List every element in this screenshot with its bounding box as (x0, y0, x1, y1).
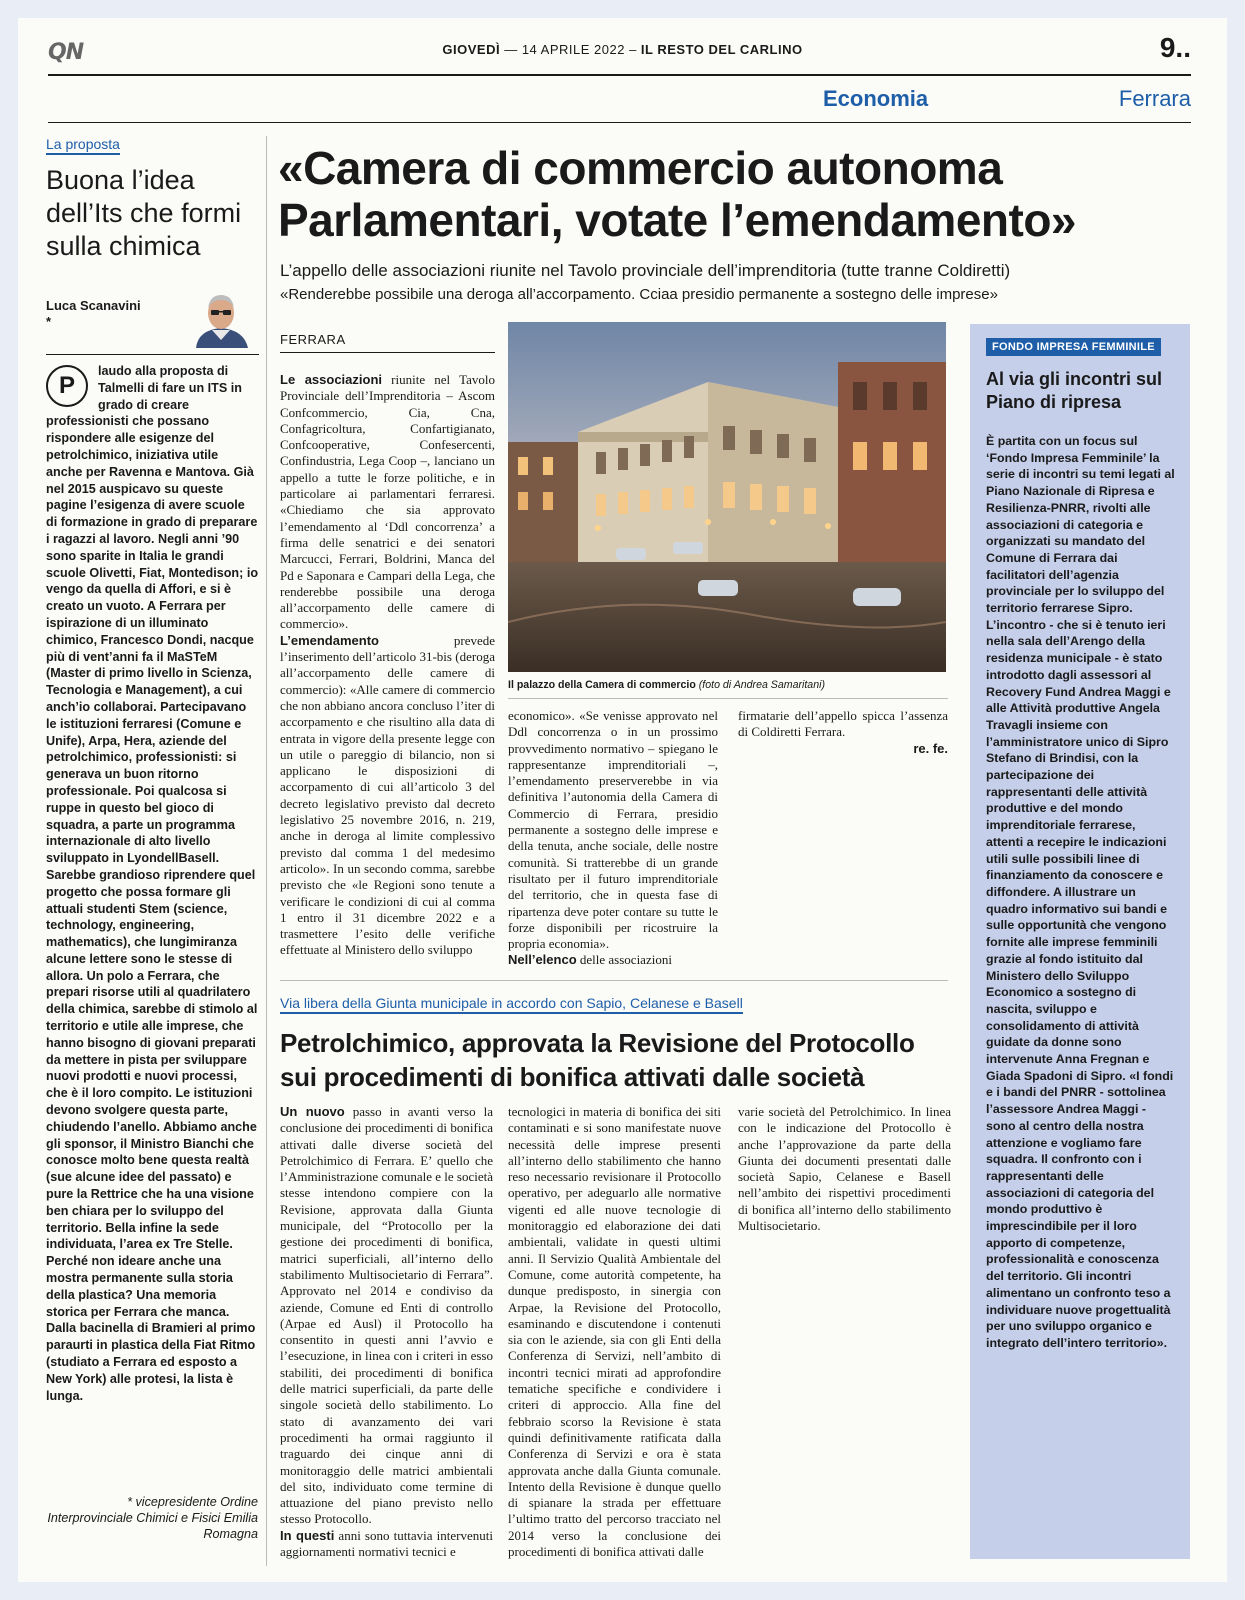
paragraph-text: delle associazioni (576, 952, 672, 968)
sidebar-text: con un focus sul ‘Fondo Impresa Femminile’ la serie di incontri su temi legati al Piano Nazionale di Ripresa e Resilienza-PNRR, rivolti alle associazioni di categoria e organizzati su mandato del Comune di Ferrara dai facilitatori dell’agenzia provinciale per lo sviluppo del territorio ferrarese Sipro. L’incontro - che si è tenuto ieri nella sala dell’Arengo della residenza municipale - è stato introdotto dagli assessori al Recovery Fund Andrea Maggi e alle Attività produttive Angela Travagli insieme con l’amministratore unico di Sipro Stefano di Brindisi, con la partecipazione dei rappresentanti delle attività produttive e del mondo imprenditoriale ferrarese, attenti a recepire le indicazioni utili sulle possibili linee di finanziamento da conoscere e diffondere. A illustrare un quadro informativo sui bandi e sulle opportunità che vengono fornite alle imprese femminili grazie al fondo istituito dal Ministero dello Sviluppo Economico a sostegno di nascita, sviluppo e consolidamento di attività guidate da donne sono intervenute Anna Fregnan e Giada Spadoni di Sipro. «I fondi e i bandi del PNRR - sottolinea l’assessore Andrea Maggi - sono al centro della nostra attenzione e vogliamo fare squadra. Il confronto con i rappresentanti delle associazioni di categoria del mondo produttivo è imprescindibile per il loro apporto di competenze, professionalità e conoscenza del territorio. Gli incontri alimentano un confronto teso a individuare nuove progettualità per uno sviluppo organico e integrato dell’intero territorio». (986, 434, 1175, 1350)
dateline-rule (280, 352, 495, 353)
opinion-tag: La proposta (46, 136, 120, 155)
sidebar-title: Al via gli incontri sul Piano di ripresa (986, 369, 1163, 412)
article-paragraph (738, 708, 948, 741)
qn-logo: QN (48, 40, 84, 65)
second-headline: Petrolchimico, approvata la Revisione del Protocollo sui procedimenti di bonifica attivati dalle società (280, 1028, 915, 1092)
paragraph-lead: Un nuovo (280, 1104, 345, 1119)
section-city: Ferrara (1118, 86, 1191, 111)
paragraph-lead: Le associazioni (280, 372, 383, 387)
main-col-2 (508, 708, 718, 969)
photo-caption (508, 679, 948, 691)
author-rule (46, 354, 259, 355)
paragraph-text: varie società del Petrolchimico. In linea con le indicazione del Protocollo è anche l’approvazione da parte della Giunta dei documenti presentati dalle società Sapio, Celanese e Basell nell’ambito dei rispettivi procedimenti di bonifica all’interno dello stabilimento Multisocietario. (738, 1104, 951, 1234)
newspaper-page (18, 18, 1227, 1582)
masthead-sep1: — (500, 42, 522, 57)
paragraph-text: tecnologici in materia di bonifica dei siti contaminati e si sono manifestate nuove necessità delle imprese presenti all’interno dello stabilimento che hanno reso necessario revisionare il Protocollo operativo, per adeguarlo alle normative vigenti ed alle nuove tecnologie di monitoraggio ed elaborazione dei dati ambientali, validate in questi ultimi anni. Il Servizio Qualità Ambientale del Comune, come autorità competente, ha dunque predisposto, in sinergia con Arpae, la Revisione del Protocollo, esaminando e discutendone i contenuti sia con le aziende, sia con gli Enti della Conferenza di Servizi, nell’ambito di incontri tecnici mirati ad approfondire tematiche specifiche e condividere i criteri di approccio. Alla fine del febbraio scorso la Revisione è stata quindi definitivamente ratificata dalla Conferenza di Servizi e ora è stata approvata anche dalla Giunta comunale. Intento della Revisione è dunque quello di spianare la strada per effettuare l’ultimo tratto del percorso tracciato nel 2014 verso la conclusione dei procedimenti di bonifica attivati dalle (508, 1104, 721, 1560)
second-col-3 (738, 1104, 951, 1234)
masthead-date-line (18, 42, 1227, 57)
paragraph-lead: In questi (280, 1527, 335, 1543)
paragraph-text: riunite nel Tavolo Provinciale dell’Imprenditoria – Ascom Confcommercio, Cia, Cna, Confagricoltura, Confartigianato, Confcooperative, Confesercenti, Confindustria, Lega Coop –, lanciano un appello a tutte le forze politiche, e in particolare ai parlamentari ferraresi. «Chiediamo che sia approvato l’emendamento al ‘Ddl concorrenza’ a firma delle senatrici e dei senatori Marcucci, Ferrari, Boldrini, Manca del Pd e Saponara e Campari della Lega, che renderebbe possibile una deroga all’accorpamento delle camere di commercio». (280, 372, 496, 632)
paragraph-lead: L’emendamento (280, 632, 379, 648)
second-tag: Via libera della Giunta municipale in accordo con Sapio, Celanese e Basell (280, 995, 743, 1014)
masthead-rule (48, 74, 1191, 76)
page-number: 9.. (1159, 32, 1191, 63)
article-paragraph (280, 633, 495, 959)
article-signature: re. fe. (913, 740, 948, 756)
dateline: FERRARA (280, 332, 346, 347)
paragraph-text: prevede l’inserimento dell’articolo 31-bis (deroga all’accorpamento delle camere di commercio): «Alle camere di commercio che non abbiano ancora concluso l’iter di accorpamento e che risultino alla data di entrata in vigore della presente legge con un utile o pareggio di bilancio, non si applicano le disposizioni di accorpamento di cui all’articolo 3 del decreto legislativo previsto dal decreto legislativo 25 novembre 2016, n. 219, anche in deroga al limite complessivo previsto dal comma 1 del medesimo articolo». In un secondo comma, sarebbe previsto che «le Regioni sono tenute a verificare le condizioni di cui al comma 1 entro il 31 dicembre 2022 e a trasmettere l’esito delle verifiche effettuate al Ministero dello sviluppo (280, 632, 495, 958)
masthead-sep2: – (624, 42, 641, 57)
column-divider (266, 136, 267, 1566)
author-avatar (190, 286, 252, 348)
opinion-footnote: * vicepresidente Ordine Interprovinciale Chimici e Fisici Emilia Romagna (47, 1495, 258, 1541)
article-paragraph (508, 1104, 721, 1560)
section-rule (48, 122, 1191, 123)
masthead-day: GIOVEDÌ (442, 42, 501, 57)
caption-credit: (foto di Andrea Samaritani) (698, 679, 825, 691)
second-col-1 (280, 1104, 493, 1560)
main-summary-2: «Renderebbe possibile una deroga all’accorpamento. Cciaa presidio permanente a sostegno delle imprese» (280, 286, 998, 303)
main-col-1 (280, 372, 495, 959)
caption-rule (508, 698, 948, 699)
article-paragraph (508, 952, 718, 968)
paragraph-text: passo in avanti verso la conclusione dei procedimenti di bonifica attivati dalle diverse società del Petrolchimico di Ferrara. E’ quello che l’Amministrazione comunale e le società stesse intendono compiere con la Revisione, approvata dalla Giunta municipale, del “Protocollo per la gestione dei procedimenti di bonifica, matrici superficiali, all’interno dello stabilimento Multisocietario di Ferrara”. Approvato nel 2014 e condiviso da aziende, Comune ed Enti di controllo (Arpae ed Ausl) il Protocollo ha consentito in questi anni l’avvio e l’esecuzione, in linea con i criteri in esso stabiliti, dei procedimenti di bonifica delle matrici superficiali, da parte delle singole società dello stabilimento. Lo stato di avanzamento dei vari procedimenti ha ormai raggiunto il traguardo dei cinque anni di monitoraggio delle matrici ambientali del sito, individuato come termine di attuazione del piano previsto nello stesso Protocollo. (280, 1104, 493, 1527)
opinion-author: Luca Scanavini * (46, 298, 141, 329)
article-paragraph (280, 372, 495, 633)
sidebar-label: FONDO IMPRESA FEMMINILE (986, 338, 1161, 356)
opinion-title: Buona l’idea dell’Its che formi sulla chimica (46, 165, 242, 261)
second-col-2 (508, 1104, 721, 1560)
article-paragraph (738, 1104, 951, 1234)
paragraph-text: economico». «Se venisse approvato nel Ddl concorrenza o in un prossimo provvedimento normativo – spiegano le rappresentanze imprenditoriali –, l’emendamento preserverebbe in via definitiva l’autonomia della Camera di Commercio di Ferrara, presidio permanente a sostegno delle imprese e della tenuta, anche sociale, delle nostre comunità. Si tratterebbe di un grande risultato per il futuro imprenditoriale del territorio, che in questa fase di ripartenza deve poter contare su tutte le forze disponibili per ricostruire la propria economia». (508, 708, 718, 952)
masthead-paper: IL RESTO DEL CARLINO (640, 42, 803, 57)
opinion-body (46, 363, 258, 1404)
section-name: Economia (823, 86, 929, 111)
dropcap: P (46, 365, 88, 407)
article-paragraph (508, 708, 718, 952)
article-divider (280, 980, 948, 981)
paragraph-text: anni sono tuttavia intervenuti aggiornamenti normativi tecnici e (280, 1527, 493, 1560)
main-summary-1: L’appello delle associazioni riunite nel Tavolo provinciale dell’imprenditoria (tutte tranne Coldiretti) (280, 261, 1011, 280)
paragraph-text: firmatarie dell’appello spicca l’assenza di Coldiretti Ferrara. (738, 708, 948, 740)
main-headline: «Camera di commercio autonoma Parlamentari, votate l’emendamento» (278, 142, 1077, 246)
chamber-of-commerce-photo (508, 322, 946, 672)
opinion-text: laudo alla proposta di Talmelli di fare un ITS in grado di creare professionisti che possano rispondere alle esigenze del petrolchimico, iniziativa utile anche per Ravenna e Mantova. Già nel 2015 auspicavo su queste pagine l’esigenza di avere scuole di formazione in grado di preparare i ragazzi al lavoro. Negli anni ’90 sono sparite in Italia le grandi scuole Olivetti, Fiat, Montedison; io vengo da quella di Affori, e si è creato un vuoto. A Ferrara per ispirazione di un illuminato chimico, Francesco Dondi, nacque più di vent’anni fa il MaSTeM (Master di primo livello in Scienza, Tecnologia e Management), a cui anch’io collaborai. Partecipavano le istituzioni ferraresi (Comune e Unife), Arpa, Hera, aziende del petrolchimico, professionisti: si generava un buon ritorno professionale. Poi qualcosa si ruppe in questo bel gioco di squadra, a parte un programma internazionale di alto livello sviluppato in LyondellBasell. Sarebbe grandioso riprendere quel progetto che possa formare gli attuali studenti Stem (science, technology, engineering, mathematics), che lungimiranza alcune lettere sono le stesse di allora. Un polo a Ferrara, che prepari risorse utili al quadrilatero della chimica, sarebbe di stimolo al territorio e utile alle imprese, che hanno bisogno di giovani preparati da mettere in pista per sviluppare nuovi prodotti e nuovi processi, che è il loro compito. Le istituzioni devono svolgere questa parte, chiudendo l’anello. Abbiamo anche gli sponsor, il Ministro Bianchi che conosce molto bene questa realtà (sue alcune idee del passato) e pure la Rettrice che ha una visione ben chiara per lo sviluppo del territorio. Bella infine la sede individuata, l’area ex Tre Stelle. Perché non ideare anche una mostra permanente sulla storia della plastica? Una memoria storica per Ferrara che manca. Dalla bacinella di Bramieri al primo paraurti in plastica della Fiat Ritmo (studiato a Ferrara ed esposto a New York) alle protesi, la lista è lunga. (46, 364, 259, 1403)
masthead-date: 14 APRILE 2022 (521, 42, 625, 57)
paragraph-lead: Nell’elenco (508, 952, 577, 968)
article-paragraph (280, 1528, 493, 1561)
caption-text: Il palazzo della Camera di commercio (508, 679, 696, 691)
article-paragraph (280, 1104, 493, 1528)
main-col-3 (738, 708, 948, 757)
sidebar-body (986, 433, 1176, 1352)
sidebar-lead: È partita (986, 434, 1036, 448)
